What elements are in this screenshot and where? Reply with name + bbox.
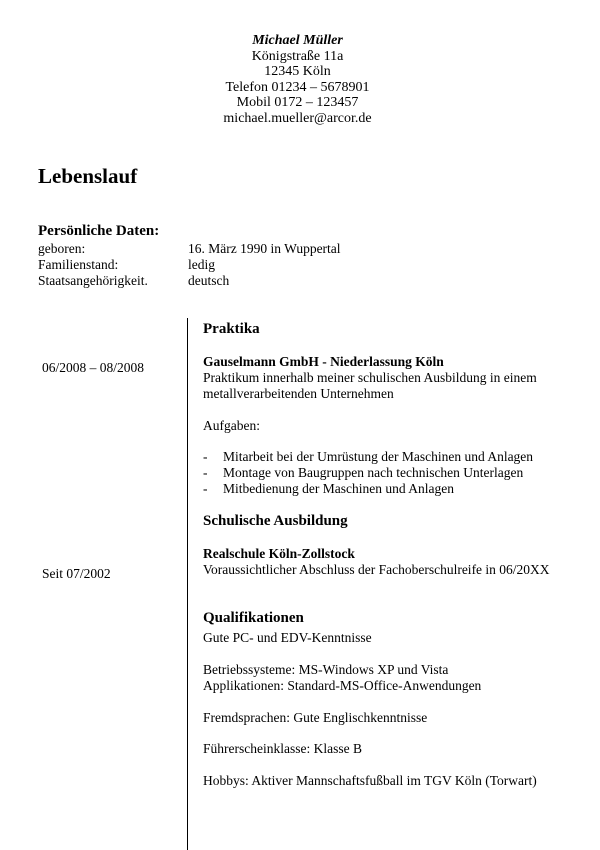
personal-label: geboren:: [38, 241, 86, 256]
personal-value: 16. März 1990 in Wuppertal: [188, 241, 341, 256]
address-street: Königstraße 11a: [251, 49, 344, 64]
email-line: michael.mueller@arcor.de: [223, 111, 372, 126]
mobile-line: Mobil 0172 – 123457: [236, 95, 359, 110]
praktika-description: Praktikum innerhalb meiner schulischen Ausbildung in einem metallverarbeitenden Unternehmen: [203, 370, 537, 401]
qual-hobbies: Hobbys: Aktiver Mannschaftsfußball im TGV Köln (Torwart): [203, 773, 537, 788]
qual-languages: Fremdsprachen: Gute Englischkenntnisse: [203, 710, 428, 725]
personal-heading: Persönliche Daten:: [38, 223, 160, 239]
task-item: - Mitarbeit bei der Umrüstung der Maschinen und Anlagen: [203, 449, 534, 464]
personal-value: ledig: [188, 257, 215, 272]
tasks-label: Aufgaben:: [203, 418, 260, 433]
vertical-divider: [187, 318, 188, 850]
personal-label: Staatsangehörigkeit.: [38, 273, 148, 288]
school-description: Voraussichtlicher Abschluss der Fachoberschulreife in 06/20XX: [203, 562, 550, 577]
schule-date: Seit 07/2002: [42, 566, 111, 581]
phone-line: Telefon 01234 – 5678901: [225, 80, 370, 95]
praktika-company: Gauselmann GmbH - Niederlassung Köln: [203, 354, 444, 369]
personal-label: Familienstand:: [38, 257, 119, 272]
task-item: - Mitbedienung der Maschinen und Anlagen: [203, 481, 454, 496]
qualifikationen-heading: Qualifikationen: [203, 610, 304, 626]
task-item: - Montage von Baugruppen nach technischen Unterlagen: [203, 465, 524, 480]
qual-pc: Gute PC- und EDV-Kenntnisse: [203, 630, 372, 645]
schule-heading: Schulische Ausbildung: [203, 513, 348, 529]
praktika-heading: Praktika: [203, 321, 260, 337]
applicant-name: Michael Müller: [252, 33, 343, 48]
qual-os: Betriebssysteme: MS-Windows XP und Vista: [203, 662, 449, 677]
personal-value: deutsch: [188, 273, 230, 288]
qual-license: Führerscheinklasse: Klasse B: [203, 741, 362, 756]
address-city: 12345 Köln: [264, 64, 331, 79]
page-title: Lebenslauf: [38, 164, 138, 188]
qual-apps: Applikationen: Standard-MS-Office-Anwendungen: [203, 678, 482, 693]
praktika-date: 06/2008 – 08/2008: [42, 360, 145, 375]
school-name: Realschule Köln-Zollstock: [203, 546, 355, 561]
